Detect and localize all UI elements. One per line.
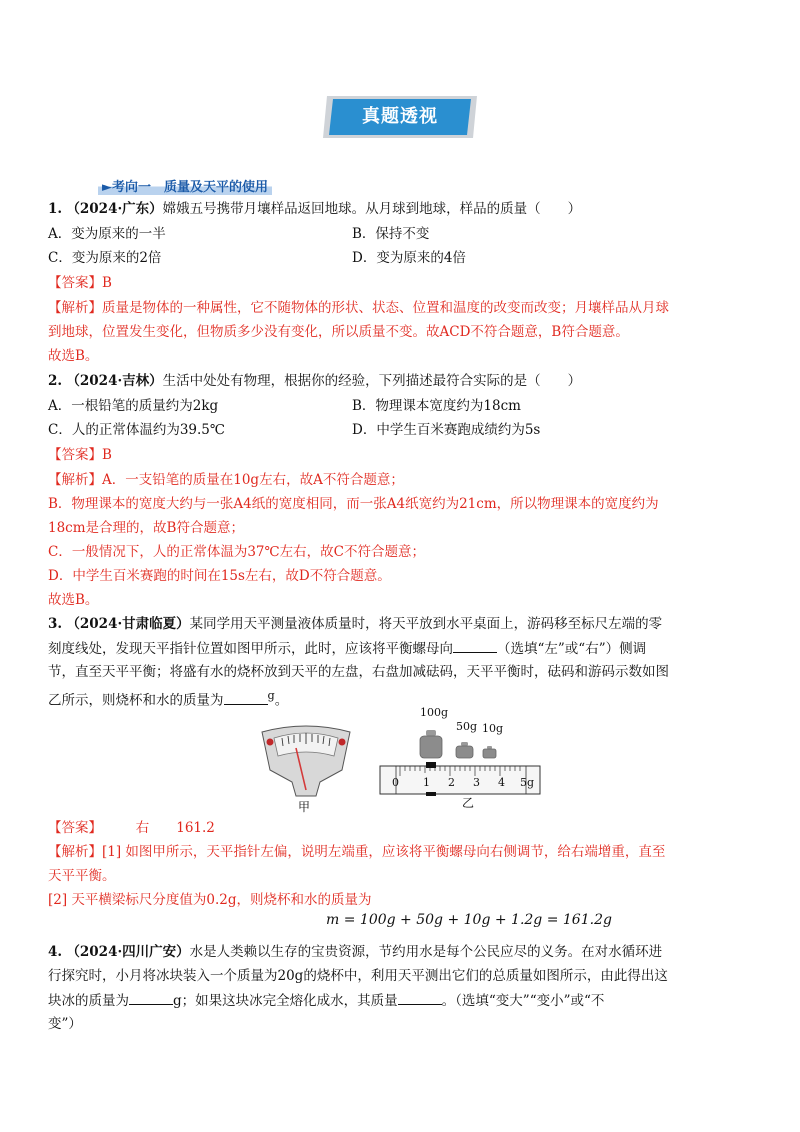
weight-50g-icon [456,742,473,758]
q3-answer [48,818,215,838]
q3-blank-2[interactable] [224,690,268,705]
q2-source: （2024·吉林） [66,373,163,389]
q4-stem-text-3a: 块冰的质量为 [48,993,129,1009]
q3-number: 3. [48,616,63,632]
weight-label-10g: 10g [482,722,504,735]
q4-stem-line-1 [48,942,662,962]
q2-answer [48,445,112,465]
q1-conclusion: 故选B。 [48,348,99,364]
q1-stem: 嫦娥五号携带月壤样品返回地球。从月球到地球，样品的质量（ ） [162,201,582,217]
q2-answer-value: B [102,447,112,463]
ruler-tick-5: 5g [520,776,535,789]
q2-analysis-line-1 [48,470,404,490]
q1-analysis-line-1 [48,298,669,318]
q3-stem-line-2 [48,638,646,659]
weight-label-50g: 50g [456,720,478,733]
q3-stem-line-4 [48,686,288,711]
figure-yi-label: 乙 [462,796,475,810]
q4-stem-line-4: 变”） [48,1016,82,1032]
q1-option-b: B．保持不变 [352,226,430,242]
q4-stem-line-2: 行探究时，小月将冰块装入一个质量为20g的烧杯中，利用天平测出它们的总质量如图所示，由此得出这 [48,968,668,984]
weight-10g-icon [483,746,496,758]
q4-stem-line-3 [48,990,604,1011]
figure-yi [376,706,544,812]
q3-stem-text-2a: 刻度线处，发现天平指针位置如图甲所示，此时，应该将平衡螺母向 [48,641,453,657]
q1-option-a: A．变为原来的一半 [48,226,166,242]
q2-option-b: B．物理课本宽度约为18cm [352,398,521,414]
section-heading: ►考向一 质量及天平的使用 [98,176,272,195]
q1-answer-value: B [102,275,112,291]
q4-blank-1[interactable] [129,990,173,1005]
q4-stem-text-3b: g；如果这块冰完全熔化成水，其质量 [173,993,398,1009]
q1-stem-line [48,199,581,219]
q4-blank-2[interactable] [398,990,442,1005]
q2-option-a: A．一根铅笔的质量约为2kg [48,398,219,414]
ruler-tick-2: 2 [448,776,455,789]
q3-unit: g [267,689,275,702]
q4-stem-text-1: 水是人类赖以生存的宝贵资源，节约用水是每个公民应尽的义务。在对水循环进 [189,944,663,960]
q3-stem-text-4a: 乙所示，则烧杯和水的质量为 [48,692,224,709]
q1-source: （2024·广东） [66,201,163,217]
ruler-tick-3: 3 [473,776,480,789]
q3-analysis-text-1: [1] 如图甲所示，天平指针左偏，说明左端重，应该将平衡螺母向右侧调节，给右端增重，直至 [102,844,666,860]
q2-analysis-line-2: B．物理课本的宽度大约与一张A4纸的宽度相同，而一张A4纸宽约为21cm，所以物理课本的宽度约为 [48,496,659,512]
figure-jia-label: 甲 [298,800,311,814]
q2-stem-line [48,371,581,391]
q1-number: 1. [48,201,63,217]
rider-bottom-icon [426,792,436,796]
q3-stem-line-3: 节，直至天平平衡；将盛有水的烧杯放到天平的左盘，右盘加减砝码，天平平衡时，砝码和游码示数如图 [48,664,669,680]
q2-option-c: C．人的正常体温约为39.5℃ [48,422,225,438]
weight-label-100g: 100g [420,706,449,719]
figure-jia [256,724,356,816]
weights-and-ruler-diagram [376,724,544,796]
q3-answer-value: 右 161.2 [135,820,215,836]
q1-option-d: D．变为原来的4倍 [352,250,466,266]
q3-analysis-line-3: [2] 天平横梁标尺分度值为0.2g，则烧杯和水的质量为 [48,892,372,908]
q1-analysis-text-1: 质量是物体的一种属性，它不随物体的形状、状态、位置和温度的改变而改变；月壤样品从月球 [102,300,669,316]
q2-option-d: D．中学生百米赛跑成绩约为5s [352,422,541,438]
q1-answer [48,273,112,293]
ruler-tick-1: 1 [423,776,430,789]
q2-conclusion: 故选B。 [48,592,99,608]
q1-option-c: C．变为原来的2倍 [48,250,162,266]
banner-title: 真题透视 [362,106,438,127]
q2-analysis-line-5: D．中学生百米赛跑的时间在15s左右，故D不符合题意。 [48,568,391,584]
q2-analysis-line-3: 18cm是合理的，故B符合题意； [48,520,244,536]
q1-analysis-label: 【解析】 [48,300,102,316]
q2-answer-label: 【答案】 [48,447,102,463]
q2-analysis-text-1: A．一支铅笔的质量在10g左右，故A不符合题意； [102,472,404,488]
q4-source: （2024·四川广安） [66,944,190,960]
q4-stem-text-3c: 。（选填“变大”“变小”或“不 [441,993,605,1009]
q3-stem-text-1: 某同学用天平测量液体质量时，将天平放到水平桌面上，游码移至标尺左端的零 [189,616,663,632]
q1-analysis-line-2: 到地球，位置发生变化，但物质多少没有变化，所以质量不变。故ACD不符合题意，B符合题意。 [48,324,629,340]
q3-analysis-label: 【解析】 [48,844,102,860]
q3-analysis-line-2: 天平平衡。 [48,868,116,884]
weight-100g-icon [420,730,442,758]
q2-number: 2. [48,373,63,389]
q2-analysis-label: 【解析】 [48,472,102,488]
q2-stem: 生活中处处有物理，根据你的经验，下列描述最符合实际的是（ ） [162,373,582,389]
q3-formula: m = 100g + 50g + 10g + 1.2g = 161.2g [326,912,612,928]
q3-blank-1[interactable] [453,638,497,653]
q4-number: 4. [48,944,63,960]
q3-stem-text-2b: （选填“左”或“右”）侧调 [497,641,647,657]
rider-top-icon [426,762,436,768]
q1-answer-label: 【答案】 [48,275,102,291]
q3-stem-line-1 [48,614,662,634]
section-banner [323,96,477,138]
q3-analysis-line-1 [48,842,665,862]
q3-stem-text-4c: 。 [274,692,289,709]
q3-answer-label: 【答案】 [48,820,96,836]
q3-source: （2024·甘肃临夏） [66,616,190,632]
ruler-tick-0: 0 [392,776,399,789]
q2-analysis-line-4: C．一般情况下，人的正常体温为37℃左右，故C不符合题意； [48,544,425,560]
ruler-tick-4: 4 [498,776,505,789]
